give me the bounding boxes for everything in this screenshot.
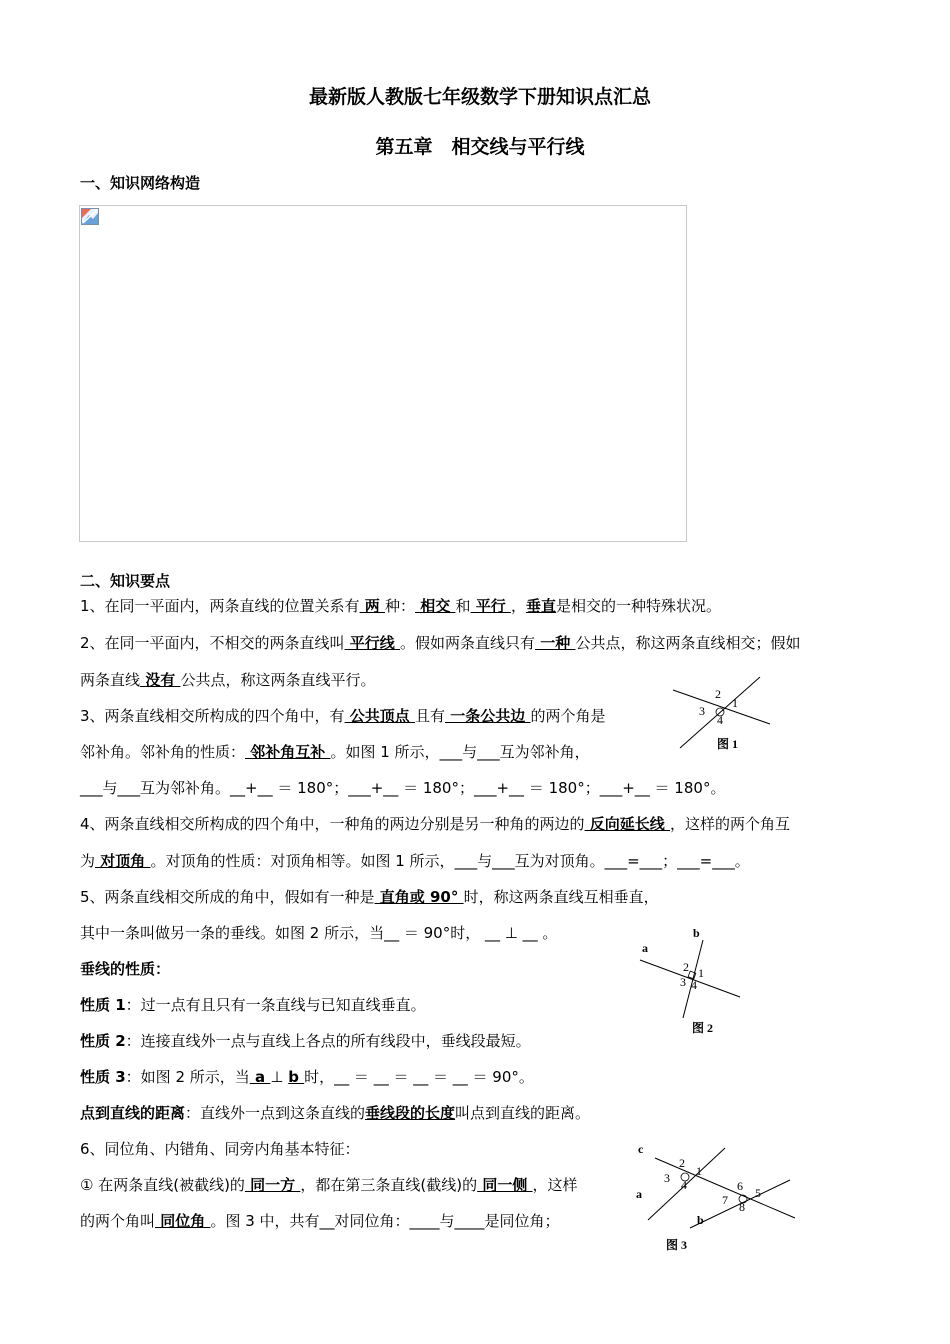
- point-5-line-1: 5、两条直线相交所成的角中，假如有一种是 直角或 90° 时，称这两条直线互相垂直，: [80, 888, 659, 906]
- fig2-angle-label: 3: [680, 975, 686, 989]
- fig1-angle-label: 4: [717, 713, 723, 727]
- fig3-angle-label: 2: [679, 1156, 685, 1170]
- point-6: 6、同位角、内错角、同旁内角基本特征：: [80, 1140, 360, 1158]
- figure-1: [665, 672, 775, 757]
- fig2-caption: 图 2: [692, 1021, 714, 1035]
- point-1: 1、在同一平面内，两条直线的位置关系有 两 种： 相交 和 平行 ，垂直是相交的一种特殊状况。: [80, 597, 721, 615]
- property-1: 性质 1：过一点有且只有一条直线与已知直线垂直。: [80, 996, 426, 1014]
- property-2: 性质 2：连接直线外一点与直线上各点的所有线段中，垂线段最短。: [80, 1032, 531, 1050]
- figure-2: [635, 925, 750, 1040]
- point-to-line-distance: 点到直线的距离：直线外一点到这条直线的垂线段的长度叫点到直线的距离。: [80, 1104, 591, 1122]
- fig3-angle-label: 1: [696, 1164, 702, 1178]
- point-3-line-1: 3、两条直线相交所构成的四个角中，有 公共顶点 且有 一条公共边 的两个角是: [80, 707, 606, 725]
- fig3-angle-label: 7: [722, 1193, 728, 1207]
- section-heading-1: 一、知识网络构造: [80, 174, 201, 192]
- point-3-line-2: 邻补角。邻补角的性质： 邻补角互补 。如图 1 所示，___与___互为邻补角，: [80, 743, 590, 761]
- point-6-line-2: 的两个角叫 同位角 。图 3 中，共有__对同位角：____与____是同位角；: [80, 1212, 560, 1230]
- point-3-line-3: ___与___互为邻补角。__+__ ＝ 180°；___+__ ＝ 180°；___+__ ＝ 180°；___+__ ＝ 180°。: [80, 779, 726, 797]
- fig2-line-label: a: [642, 941, 648, 955]
- fig3-caption: 图 3: [666, 1238, 688, 1252]
- fig1-angle-label: 3: [699, 704, 705, 718]
- figure-3: [630, 1140, 800, 1255]
- perpendicular-properties-heading: 垂线的性质：: [80, 960, 171, 978]
- fig3-angle-label: 4: [681, 1178, 687, 1192]
- fig3-line-label: a: [636, 1187, 642, 1201]
- point-4-line-2: 为 对顶角 。对顶角的性质：对顶角相等。如图 1 所示，___与___互为对顶角。___=___；___=___。: [80, 852, 750, 870]
- point-2-line-2: 两条直线 没有 公共点，称这两条直线平行。: [80, 671, 376, 689]
- fig3-angle-label: 6: [737, 1179, 743, 1193]
- fig1-angle-label: 1: [732, 696, 738, 710]
- fig1-angle-label: 2: [715, 687, 721, 701]
- fig3-angle-label: 3: [664, 1171, 670, 1185]
- point-6-line-1: ① 在两条直线(被截线)的 同一方 ，都在第三条直线(截线)的 同一侧 ，这样: [80, 1176, 578, 1194]
- fig2-angle-label: 2: [683, 960, 689, 974]
- point-5-line-2: 其中一条叫做另一条的垂线。如图 2 所示，当__ ＝ 90°时， __ ⊥ __ 。: [80, 924, 558, 942]
- knowledge-network-image: [79, 205, 687, 542]
- fig3-line-label: c: [638, 1142, 644, 1156]
- fig2-line-label: b: [693, 926, 700, 940]
- chapter-title: 第五章 相交线与平行线: [375, 136, 585, 158]
- document-title: 最新版人教版七年级数学下册知识点汇总: [308, 86, 651, 108]
- fig2-angle-label: 4: [691, 978, 697, 992]
- point-4-line-1: 4、两条直线相交所构成的四个角中，一种角的两边分别是另一种角的两边的 反向延长线 ，这样的两个角互: [80, 815, 791, 833]
- section-heading-2: 二、知识要点: [80, 572, 171, 590]
- fig2-angle-label: 1: [698, 966, 704, 980]
- property-3: 性质 3：如图 2 所示，当 a ⊥ b 时，__ ＝ __ ＝ __ ＝ __ ＝ 90°。: [80, 1068, 534, 1086]
- broken-image-icon: [81, 208, 99, 225]
- fig3-line-label: b: [697, 1213, 704, 1227]
- fig3-angle-label: 8: [739, 1200, 745, 1214]
- point-2-line-1: 2、在同一平面内，不相交的两条直线叫 平行线 。假如两条直线只有 一种 公共点，称这两条直线相交；假如: [80, 634, 801, 652]
- fig1-caption: 图 1: [717, 737, 739, 751]
- fig3-angle-label: 5: [755, 1186, 761, 1200]
